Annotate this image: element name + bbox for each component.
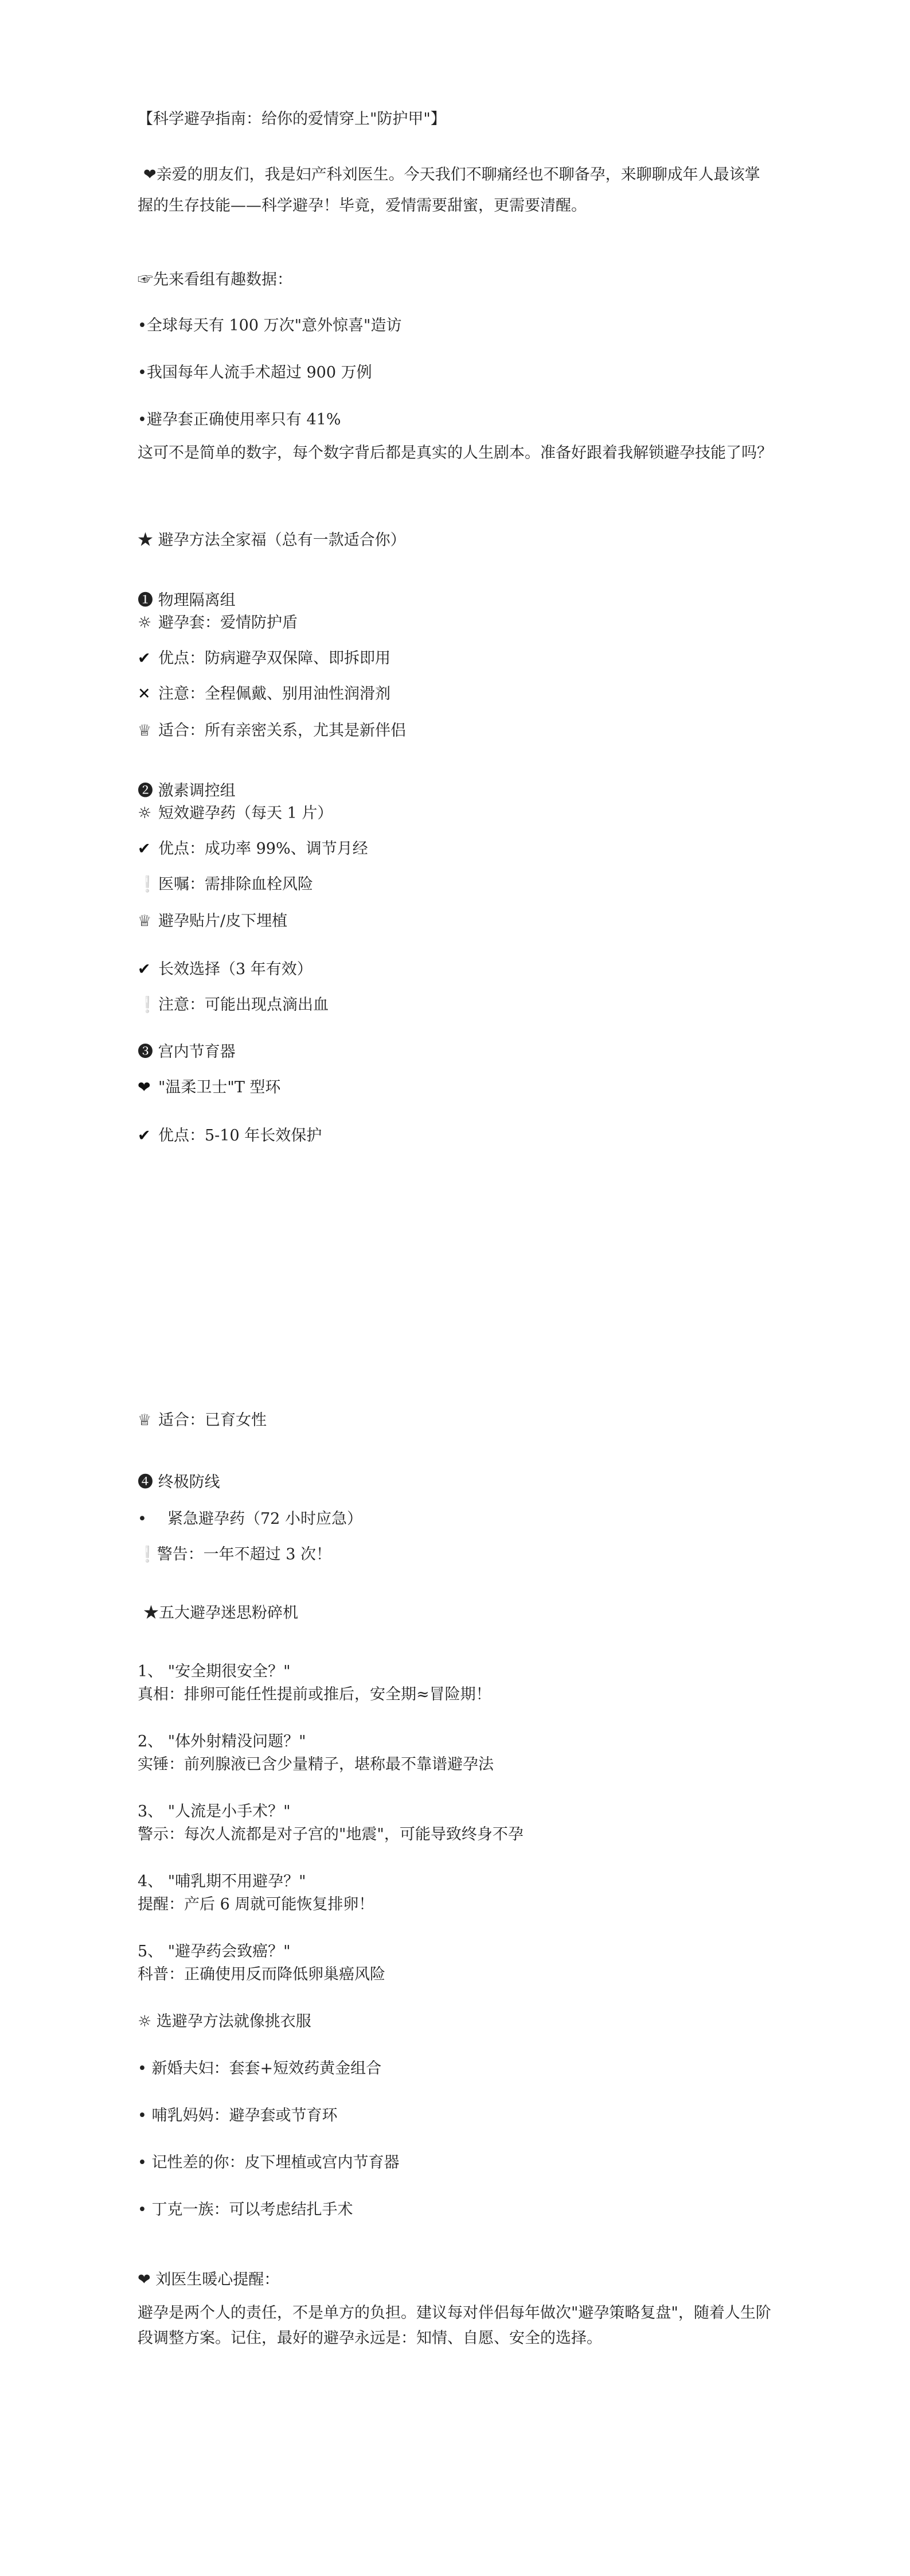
- choose-item: • 丁克一族：可以考虑结扎手术: [138, 2201, 353, 2219]
- group3-line: ❤ "温柔卫士"T 型环: [138, 1075, 774, 1100]
- methods-heading: ★ 避孕方法全家福（总有一款适合你）: [138, 531, 406, 549]
- group4-title: ❹ 终极防线: [138, 1473, 220, 1491]
- myth-answer: 科普：正确使用反而降低卵巢癌风险: [138, 1966, 385, 1983]
- crown-icon: ♕: [138, 1411, 152, 1429]
- choose-item: • 记性差的你：皮下埋植或宫内节育器: [138, 2154, 400, 2172]
- myth-question: 1、 "安全期很安全？": [138, 1663, 291, 1680]
- group2-line: ❕医嘱：需排除血栓风险: [138, 872, 774, 897]
- group1-line: ☼ 避孕套：爱情防护盾: [138, 610, 774, 636]
- heart-icon: ❤: [143, 166, 157, 184]
- facts-heading: ☞先来看组有趣数据：: [138, 271, 292, 289]
- facts-summary: 这可不是简单的数字，每个数字背后都是真实的人生剧本。准备好跟着我解锁避孕技能了吗？: [138, 444, 772, 462]
- myth-answer: 实锤：前列腺液已含少量精子，堪称最不靠谱避孕法: [138, 1756, 494, 1773]
- myth-question: 4、 "哺乳期不用避孕？": [138, 1873, 306, 1890]
- cross-icon: ✕: [138, 685, 151, 703]
- exclamation-icon: ❕: [138, 1546, 157, 1563]
- myth-answer: 警示：每次人流都是对子宫的"地震"，可能导致终身不孕: [138, 1826, 524, 1843]
- choose-item: • 新婚夫妇：套套+短效药黄金组合: [138, 2060, 382, 2077]
- fact-item: •我国每年人流手术超过 900 万例: [138, 364, 372, 382]
- group2-line: ☼ 短效避孕药（每天 1 片）: [138, 801, 774, 826]
- check-icon: ✔: [138, 840, 151, 858]
- choose-item: • 哺乳妈妈：避孕套或节育环: [138, 2107, 338, 2124]
- group2-line: ✔ 长效选择（3 年有效）: [138, 957, 774, 982]
- exclamation-icon: ❕: [138, 875, 157, 893]
- exclamation-icon: ❕: [138, 996, 157, 1014]
- group2-title: ❷ 激素调控组: [138, 782, 236, 800]
- group1-line: ♕ 适合：所有亲密关系，尤其是新伴侣: [138, 718, 774, 744]
- group2-line: ❕注意：可能出现点滴出血: [138, 993, 774, 1018]
- group4-line: ❕警告：一年不超过 3 次！: [138, 1546, 331, 1563]
- myth-question: 5、 "避孕药会致癌？": [138, 1943, 291, 1960]
- article-title: 【科学避孕指南：给你的爱情穿上"防护甲"】: [138, 110, 446, 128]
- myths-heading: ★五大避孕迷思粉碎机: [143, 1604, 298, 1622]
- intro-text: 亲爱的朋友们，我是妇产科刘医生。今天我们不聊痛经也不聊备孕，来聊聊成年人最该掌握的生存技能——科学避孕！毕竟，爱情需要甜蜜，更需要清醒。: [138, 166, 760, 215]
- myth-answer: 提醒：产后 6 周就可能恢复排卵！: [138, 1896, 374, 1913]
- closing-paragraph: 避孕是两个人的责任，不是单方的负担。建议每对伴侣每年做次"避孕策略复盘"，随着人生阶段调整方案。记住，最好的避孕永远是：知情、自愿、安全的选择。: [138, 2304, 771, 2347]
- group4-line: • 紧急避孕药（72 小时应急）: [138, 1507, 774, 1532]
- group3-title: ❸ 宫内节育器: [138, 1043, 236, 1061]
- fact-item: •全球每天有 100 万次"意外惊喜"造访: [138, 317, 402, 334]
- check-icon: ✔: [138, 1127, 151, 1145]
- myth-question: 2、 "体外射精没问题？": [138, 1733, 306, 1750]
- fact-item: •避孕套正确使用率只有 41%: [138, 411, 341, 429]
- check-icon: ✔: [138, 649, 151, 667]
- myth-question: 3、 "人流是小手术？": [138, 1803, 291, 1820]
- check-icon: ✔: [138, 960, 151, 978]
- group1-title: ❶ 物理隔离组: [138, 592, 236, 609]
- bullet-icon: •: [138, 1510, 147, 1528]
- intro-paragraph: [138, 159, 774, 221]
- group3-line: ♕ 适合：已育女性: [138, 1408, 774, 1433]
- group1-line: ✔ 优点：防病避孕双保障、即拆即用: [138, 646, 774, 671]
- sun-icon: ☼: [138, 614, 152, 632]
- sun-icon: ☼: [138, 804, 152, 822]
- choose-heading: ☼ 选避孕方法就像挑衣服: [138, 2013, 311, 2030]
- closing-heading: ❤ 刘医生暖心提醒：: [138, 2271, 280, 2289]
- group2-line: ✔ 优点：成功率 99%、调节月经: [138, 836, 774, 862]
- heart-icon: ❤: [138, 1079, 151, 1096]
- myth-answer: 真相：排卵可能任性提前或推后，安全期≈冒险期！: [138, 1686, 491, 1703]
- crown-icon: ♕: [138, 912, 152, 930]
- group2-line: ♕ 避孕贴片/皮下埋植: [138, 909, 774, 934]
- crown-icon: ♕: [138, 722, 152, 740]
- group1-line: ✕ 注意：全程佩戴、别用油性润滑剂: [138, 682, 774, 707]
- group3-line: ✔ 优点：5-10 年长效保护: [138, 1123, 774, 1149]
